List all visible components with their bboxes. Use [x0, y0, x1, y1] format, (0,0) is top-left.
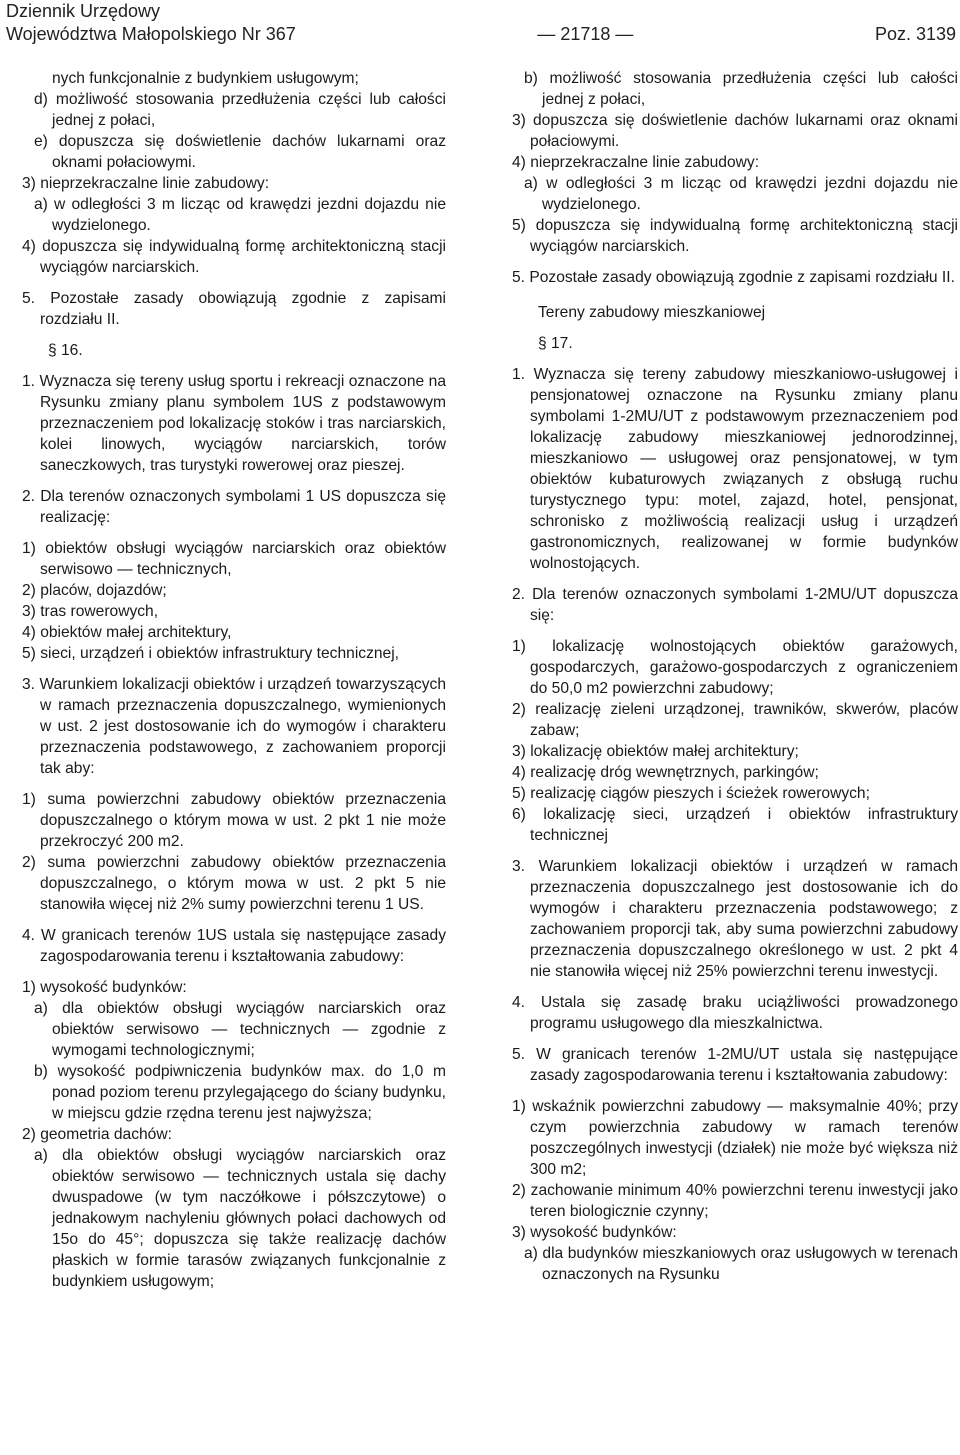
paragraph: 4) nieprzekraczalne linie zabudowy:: [512, 154, 760, 171]
paragraph: 2) placów, dojazdów;: [22, 582, 167, 599]
paragraph: 2. Dla terenów oznaczonych symbolami 1-2MU/UT dopuszcza się:: [512, 586, 958, 624]
paragraph: 1) lokalizację wolnostojących obiektów garażowych, gospodarczych, garażowo-gospodarczych z ograniczeniem do 50,0 m2 powierzchni zabudowy;: [512, 638, 958, 697]
position-number: Poz. 3139: [874, 24, 956, 44]
section-title: Tereny zabudowy mieszkaniowej: [538, 304, 766, 321]
header-row: [6, 23, 956, 46]
paragraph: 5) sieci, urządzeń i obiektów infrastruktury technicznej,: [22, 645, 400, 662]
paragraph: 3. Warunkiem lokalizacji obiektów i urządzeń towarzyszących w ramach przeznaczenia dopuszczalnego, wymienionych w ust. 2 jest dostosowanie ich do wymogów i charakteru przeznaczenia podstawowego, z zachowaniem proporcji tak aby:: [22, 676, 446, 777]
paragraph: 4. Ustala się zasadę braku uciążliwości prowadzonego programu usługowego dla mieszkalnictwa.: [512, 994, 958, 1032]
paragraph: b) możliwość stosowania przedłużenia części lub całości jednej z połaci,: [524, 70, 958, 108]
paragraph: e) dopuszcza się doświetlenie dachów lukarnami oraz oknami połaciowymi.: [34, 133, 446, 171]
paragraph: 5. Pozostałe zasady obowiązują zgodnie z zapisami rozdziału II.: [512, 269, 955, 286]
paragraph: 3) dopuszcza się doświetlenie dachów lukarnami oraz oknami połaciowymi.: [512, 112, 958, 150]
paragraph: 3) lokalizację obiektów małej architektury;: [512, 743, 799, 760]
paragraph: 2) suma powierzchni zabudowy obiektów przeznaczenia dopuszczalnego, o którym mowa w ust. 2 pkt 5 nie stanowiła więcej niż 2% sumy powierzchni terenu 1 US.: [22, 854, 446, 913]
paragraph: 4) obiektów małej architektury,: [22, 624, 232, 641]
paragraph: 3. Warunkiem lokalizacji obiektów i urządzeń w ramach przeznaczenia dopuszczalnego jest dostosowanie ich do wymogów i charakteru przeznaczenia podstawowego; z zachowaniem proporcji tak, aby suma powierzchni zabudowy przeznaczenia dopuszczalnego określonego w ust. 2 pkt 4 nie stanowiła więcej niż 25% powierzchni terenu inwestycji.: [512, 858, 958, 980]
paragraph: d) możliwość stosowania przedłużenia części lub całości jednej z połaci,: [34, 91, 446, 129]
paragraph: a) w odległości 3 m licząc od krawędzi jezdni dojazdu nie wydzielonego.: [524, 175, 958, 213]
paragraph: 1) obiektów obsługi wyciągów narciarskich oraz obiektów serwisowo — technicznych,: [22, 540, 446, 578]
paragraph: 3) nieprzekraczalne linie zabudowy:: [22, 175, 270, 192]
paragraph: 2) geometria dachów:: [22, 1126, 172, 1143]
paragraph: 5. W granicach terenów 1-2MU/UT ustala się następujące zasady zagospodarowania terenu i kształtowania zabudowy:: [512, 1046, 958, 1084]
paragraph: 5. Pozostałe zasady obowiązują zgodnie z zapisami rozdziału II.: [22, 290, 446, 328]
page-number: — 21718 —: [537, 24, 634, 44]
paragraph: a) dla obiektów obsługi wyciągów narciarskich oraz obiektów serwisowo — technicznych ustala się dachy dwuspadowe (w tym naczółkowe i półszczytowe) o jednakowym nachyleniu głównych połaci dachowych od 15o do 45°; dopuszcza się także realizację dachów płaskich w formie tarasów związanych funkcjonalnie z budynkiem usługowym;: [34, 1147, 446, 1290]
paragraph: 1) wysokość budynków:: [22, 979, 187, 996]
paragraph: 6) lokalizację sieci, urządzeń i obiektów infrastruktury technicznej: [512, 806, 958, 844]
paragraph: 2) realizację zieleni urządzonej, trawników, skwerów, placów zabaw;: [512, 701, 958, 739]
paragraph: 1) suma powierzchni zabudowy obiektów przeznaczenia dopuszczalnego o którym mowa w ust. 2 pkt 1 nie może przekroczyć 200 m2.: [22, 791, 446, 850]
paragraph: a) dla obiektów obsługi wyciągów narciarskich oraz obiektów serwisowo — technicznych — zgodnie z wymogami technologicznymi;: [34, 1000, 446, 1059]
journal-title: Dziennik Urzędowy: [6, 1, 161, 21]
page-header: [6, 0, 956, 46]
left-column: [22, 68, 446, 1292]
paragraph: 5) realizację ciągów pieszych i ścieżek rowerowych;: [512, 785, 870, 802]
paragraph: 3) tras rowerowych,: [22, 603, 159, 620]
paragraph: 1) wskaźnik powierzchni zabudowy — maksymalnie 40%; przy czym powierzchnia zabudowy w ramach terenów poszczególnych inwestycji (działek) nie może być większa niż 300 m2;: [512, 1098, 958, 1178]
right-column: [512, 68, 958, 1285]
paragraph: nych funkcjonalnie z budynkiem usługowym;: [52, 70, 359, 87]
paragraph: 4) dopuszcza się indywidualną formę architektoniczną stacji wyciągów narciarskich.: [22, 238, 446, 276]
paragraph: a) w odległości 3 m licząc od krawędzi jezdni dojazdu nie wydzielonego.: [34, 196, 446, 234]
journal-issue: Województwa Małopolskiego Nr 367: [6, 24, 296, 44]
paragraph: 5) dopuszcza się indywidualną formę architektoniczną stacji wyciągów narciarskich.: [512, 217, 958, 255]
paragraph: b) wysokość podpiwniczenia budynków max. do 1,0 m ponad poziom terenu przylegającego do ściany budynku, w miejscu gdzie rzędna terenu jest najwyższa;: [34, 1063, 446, 1122]
paragraph: 1. Wyznacza się tereny zabudowy mieszkaniowo-usługowej i pensjonatowej oznaczone na Rysunku zmiany planu symbolami 1-2MU/UT z podstawowym przeznaczeniem pod lokalizację zabudowy mieszkaniowej jednorodzinnej, mieszkaniowo — usługowej oraz pensjonatowej, w tym obiektów kubaturowych związanych z obsługą ruchu turystycznego typu: motel, zajazd, hotel, pensjonat, schronisko z możliwością realizacji usług i urządzeń gastronomicznych, realizowanej w formie budynków wolnostojących.: [512, 366, 958, 572]
paragraph: 4. W granicach terenów 1US ustala się następujące zasady zagospodarowania terenu i kształtowania zabudowy:: [22, 927, 446, 965]
section-heading: § 17.: [538, 335, 573, 352]
paragraph: 2) zachowanie minimum 40% powierzchni terenu inwestycji jako teren biologicznie czynny;: [512, 1182, 958, 1220]
paragraph: 3) wysokość budynków:: [512, 1224, 677, 1241]
paragraph: a) dla budynków mieszkaniowych oraz usługowych w terenach oznaczonych na Rysunku: [524, 1245, 958, 1283]
section-heading: § 16.: [48, 342, 83, 359]
paragraph: 2. Dla terenów oznaczonych symbolami 1 US dopuszcza się realizację:: [22, 488, 446, 526]
paragraph: 1. Wyznacza się tereny usług sportu i rekreacji oznaczone na Rysunku zmiany planu symbolem 1US z podstawowym przeznaczeniem pod lokalizację stoków i tras narciarskich, kolei linowych, wyciągów narciarskich, torów saneczkowych, tras turystyki rowerowej oraz pieszej.: [22, 373, 446, 474]
paragraph: 4) realizację dróg wewnętrznych, parkingów;: [512, 764, 819, 781]
